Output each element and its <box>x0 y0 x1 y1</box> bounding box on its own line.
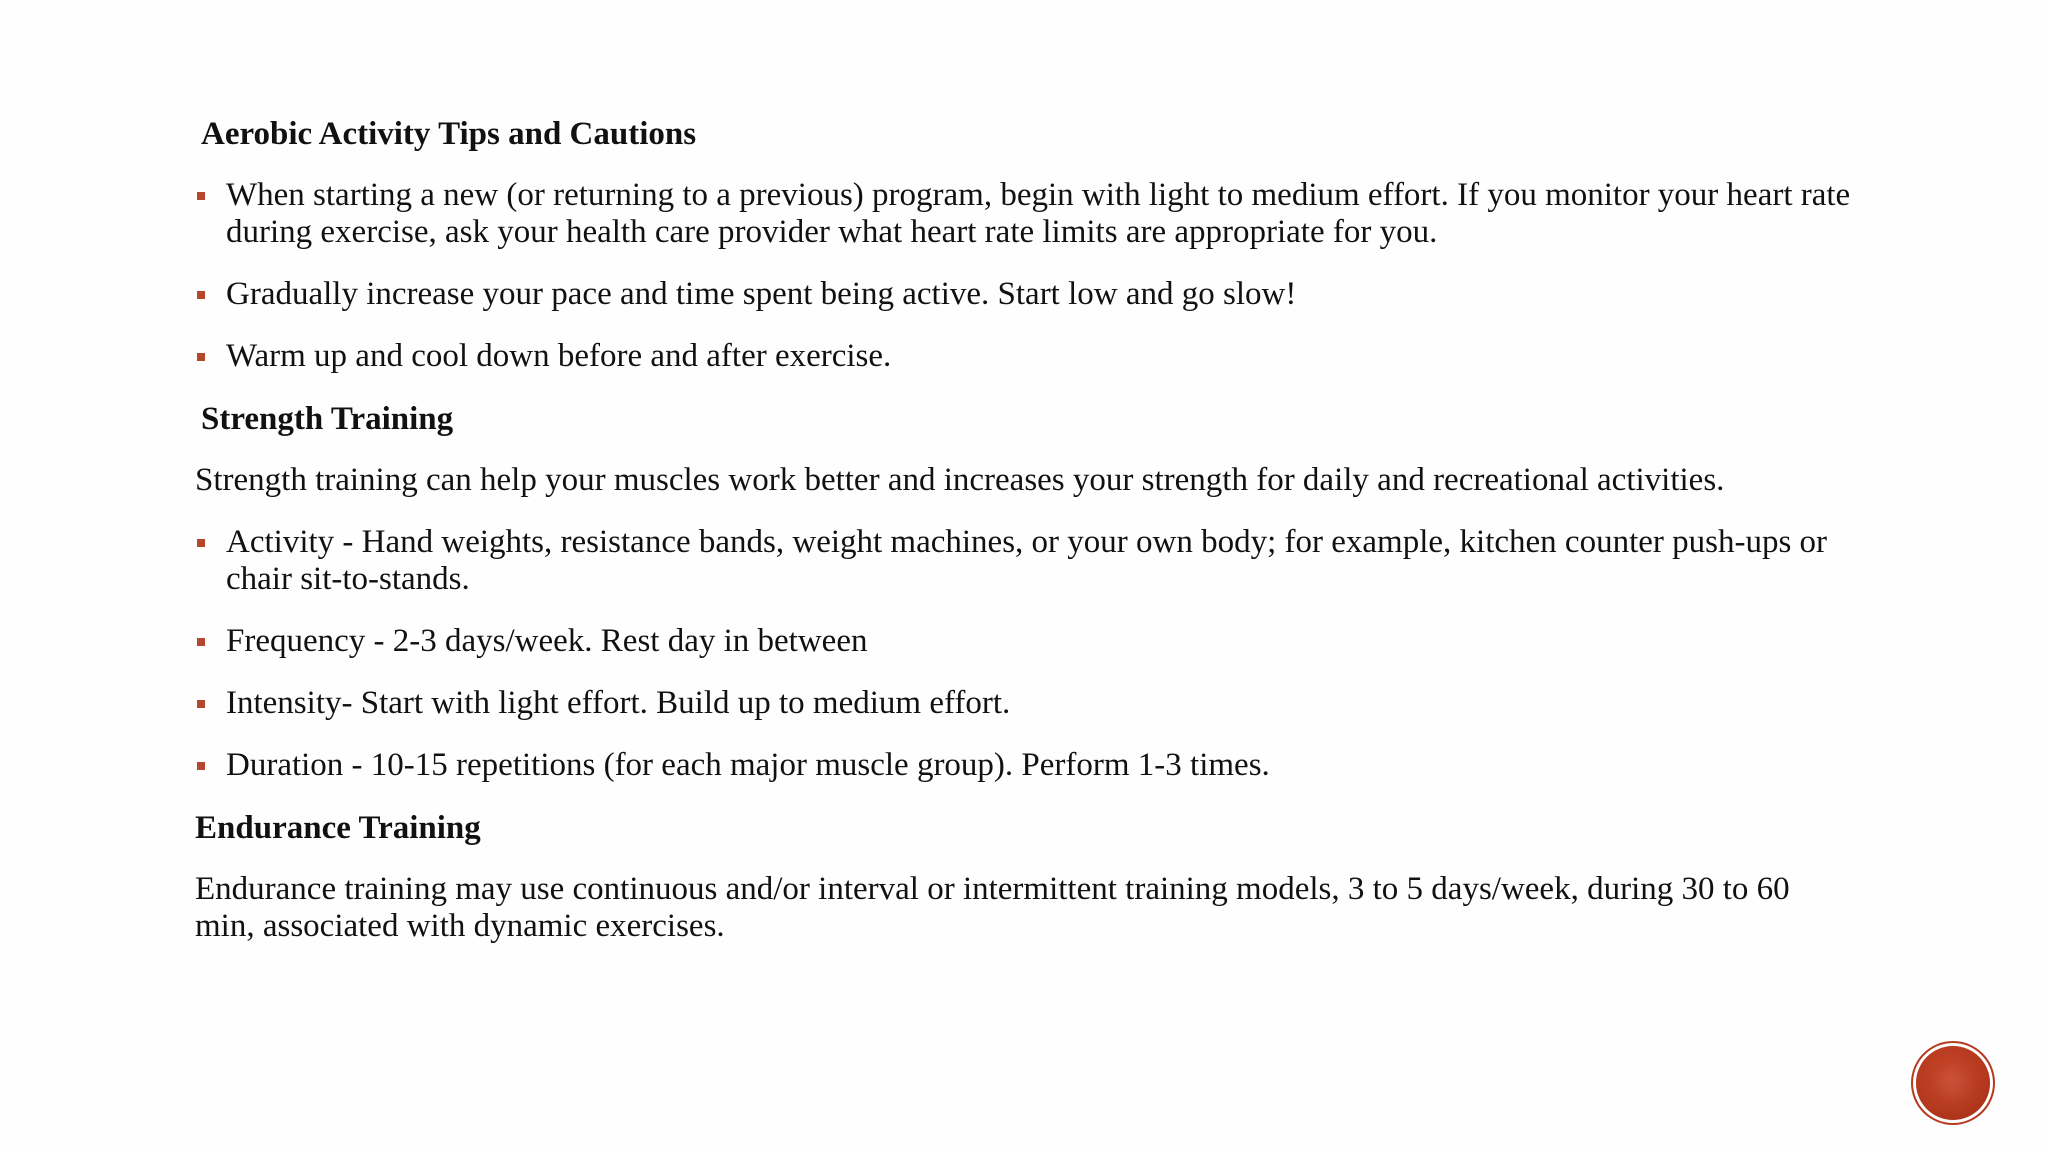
bullet-text: When starting a new (or returning to a previous) program, begin with light to medium effort. If you monitor your heart rate during exercise, ask your health care provider what heart rate limits are appropriate for you. <box>226 177 1851 250</box>
endurance-heading: Endurance Training <box>195 810 481 846</box>
square-bullet-icon <box>197 700 205 708</box>
bullet-text: Duration - 10-15 repetitions (for each major muscle group). Perform 1-3 times. <box>226 747 1270 783</box>
slide-nav-button[interactable] <box>1916 1046 1990 1120</box>
slide-content <box>195 115 1855 970</box>
strength-heading: Strength Training <box>201 401 454 437</box>
square-bullet-icon <box>197 539 205 547</box>
aerobic-bullet-list <box>195 177 1855 375</box>
list-item <box>195 747 1855 784</box>
square-bullet-icon <box>197 638 205 646</box>
aerobic-heading: Aerobic Activity Tips and Cautions <box>201 116 697 152</box>
list-item <box>195 338 1855 375</box>
list-item <box>195 623 1855 660</box>
square-bullet-icon <box>197 353 205 361</box>
bullet-text: Warm up and cool down before and after exercise. <box>226 338 892 374</box>
list-item <box>195 524 1855 598</box>
list-item <box>195 276 1855 313</box>
bullet-text: Intensity- Start with light effort. Build up to medium effort. <box>226 685 1011 721</box>
bullet-text: Gradually increase your pace and time spent being active. Start low and go slow! <box>226 276 1297 312</box>
square-bullet-icon <box>197 192 205 200</box>
strength-bullet-list <box>195 524 1855 784</box>
strength-intro: Strength training can help your muscles work better and increases your strength for daily and recreational activities. <box>195 462 1725 498</box>
list-item <box>195 685 1855 722</box>
list-item <box>195 177 1855 251</box>
bullet-text: Frequency - 2-3 days/week. Rest day in between <box>226 623 868 659</box>
square-bullet-icon <box>197 762 205 770</box>
endurance-body: Endurance training may use continuous and/or interval or intermittent training models, 3 to 5 days/week, during 30 to 60 min, associated with dynamic exercises. <box>195 871 1790 944</box>
bullet-text: Activity - Hand weights, resistance bands, weight machines, or your own body; for example, kitchen counter push-ups or chair sit-to-stands. <box>226 524 1828 597</box>
square-bullet-icon <box>197 291 205 299</box>
